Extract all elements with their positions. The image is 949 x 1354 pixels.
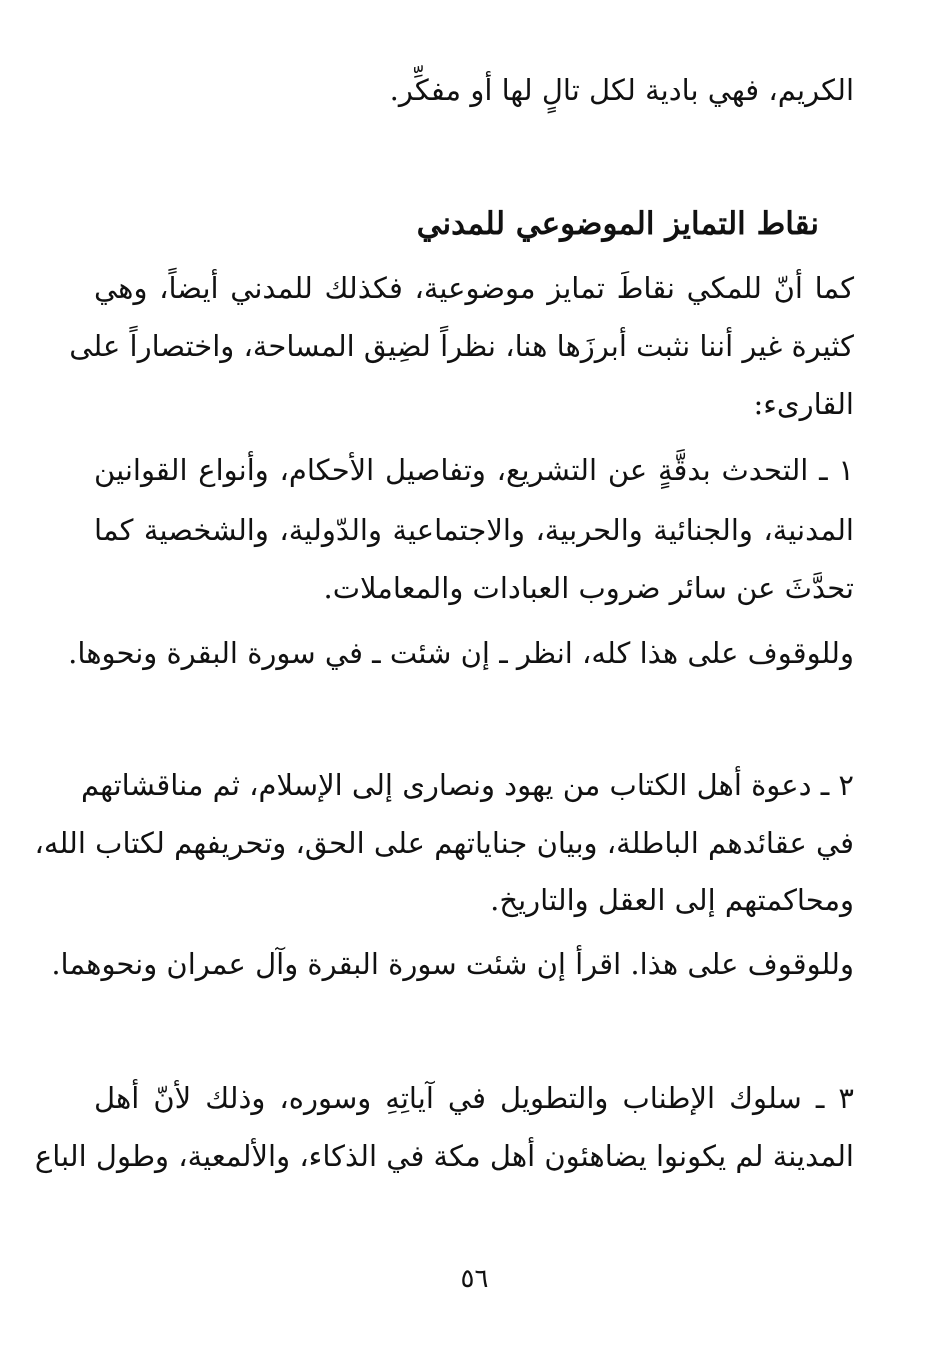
section-heading: نقاط التمايز الموضوعي للمدني — [416, 206, 819, 242]
point-2-line-1: ٢ ـ دعوة أهل الكتاب من يهود ونصارى إلى الإسلام، ثم مناقشاتهم — [80, 768, 854, 802]
point-1-line-3: تحدَّثَ عن سائر ضروب العبادات والمعاملات. — [323, 571, 854, 605]
intro-paragraph-line-2: كثيرة غير أننا نثبت أبرزَها هنا، نظراً لضِيق المساحة، واختصاراً على — [69, 329, 854, 363]
point-1-line-2: المدنية، والجنائية والحربية، والاجتماعية والدّولية، والشخصية كما — [94, 513, 854, 547]
point-2-line-3: ومحاكمتهم إلى العقل والتاريخ. — [490, 883, 854, 917]
point-3-line-2: المدينة لم يكونوا يضاهئون أهل مكة في الذكاء، والألمعية، وطول الباع — [34, 1139, 854, 1173]
intro-line: الكريم، فهي بادية لكل تالٍ لها أو مفكِّر. — [389, 73, 854, 107]
point-2-line-2: في عقائدهم الباطلة، وبيان جناياتهم على الحق، وتحريفهم لكتاب الله، — [34, 826, 854, 860]
intro-paragraph-line-1: كما أنّ للمكي نقاطَ تمايز موضوعية، فكذلك للمدني أيضاً، وهي — [94, 271, 854, 305]
intro-paragraph-line-3: القارىء: — [753, 387, 854, 421]
point-1-note: وللوقوف على هذا كله، انظر ـ إن شئت ـ في سورة البقرة ونحوها. — [68, 636, 854, 670]
page-number: ٥٦ — [460, 1264, 489, 1294]
point-1-line-1: ١ ـ التحدث بدقَّةٍ عن التشريع، وتفاصيل الأحكام، وأنواع القوانين — [94, 453, 854, 487]
point-2-note: وللوقوف على هذا. اقرأ إن شئت سورة البقرة وآل عمران ونحوهما. — [51, 947, 854, 981]
point-3-line-1: ٣ ـ سلوك الإطناب والتطويل في آياتِهِ وسوره، وذلك لأنّ أهل — [94, 1081, 854, 1115]
